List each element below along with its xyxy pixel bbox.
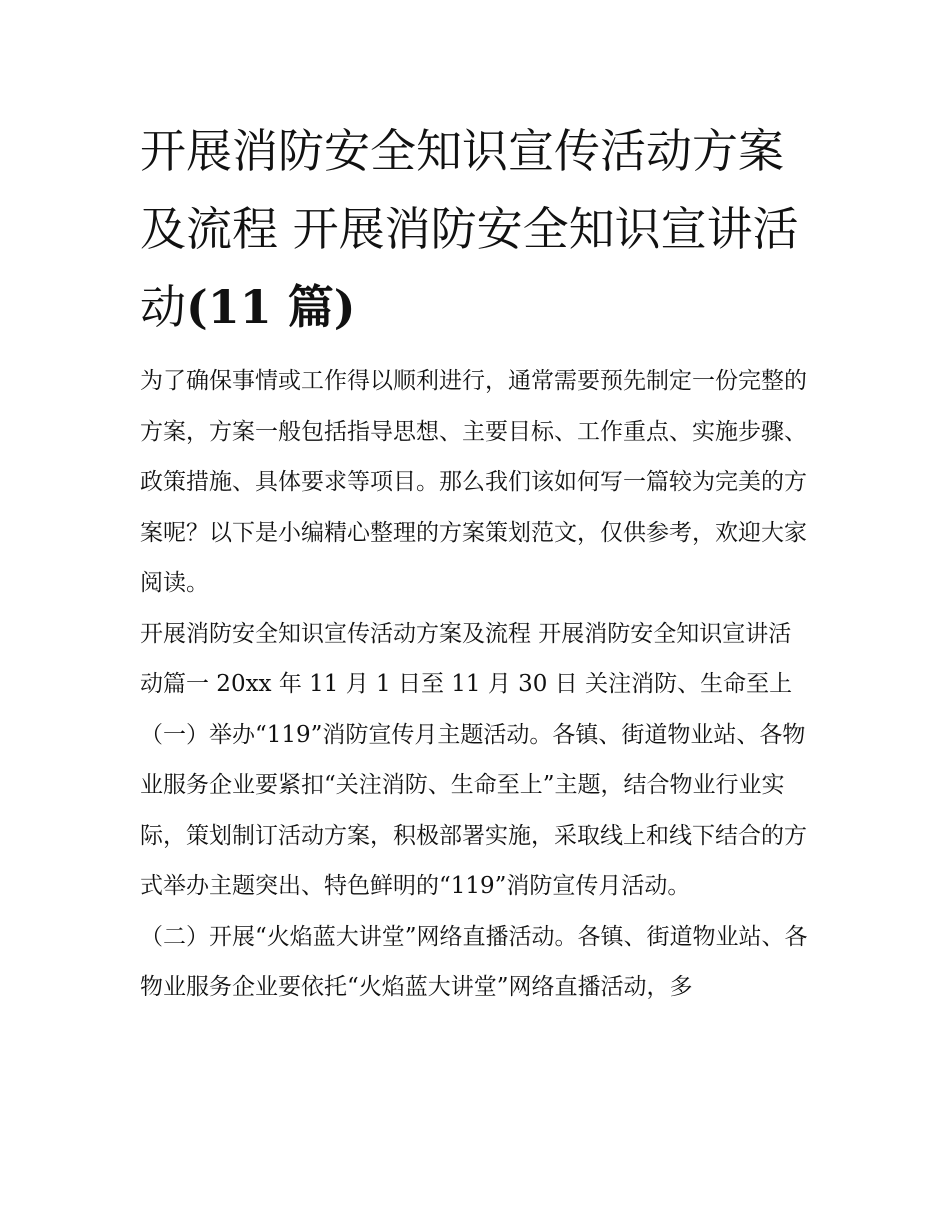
document-title <box>140 112 814 346</box>
document-title-main: 开展消防安全知识宣传活动方案及流程 开展消防安全知识宣讲活动 <box>140 124 799 334</box>
paragraph-item-1: （一）举办“119”消防宣传月主题活动。各镇、街道物业站、各物业服务企业要紧扣“关注消防、生命至上”主题，结合物业行业实际，策划制订活动方案，积极部署实施，采取线上和线下结合的方式举办主题突出、特色鲜明的“119”消防宣传月活动。 <box>140 721 807 899</box>
paragraph-item-2: （二）开展“火焰蓝大讲堂”网络直播活动。各镇、街道物业站、各物业服务企业要依托“火焰蓝大讲堂”网络直播活动，多 <box>140 923 808 1000</box>
document-body <box>140 356 814 1013</box>
paragraph-intro: 为了确保事情或工作得以顺利进行，通常需要预先制定一份完整的方案，方案一般包括指导思想、主要目标、工作重点、实施步骤、政策措施、具体要求等项目。那么我们该如何写一篇较为完美的方案呢？以下是小编精心整理的方案策划范文，仅供参考，欢迎大家阅读。 <box>140 368 807 596</box>
paragraph-section-heading: 开展消防安全知识宣传活动方案及流程 开展消防安全知识宣讲活动篇一 20xx 年 11 月 1 日至 11 月 30 日 关注消防、生命至上 <box>140 620 793 697</box>
document-title-count: (11 篇) <box>186 280 356 334</box>
